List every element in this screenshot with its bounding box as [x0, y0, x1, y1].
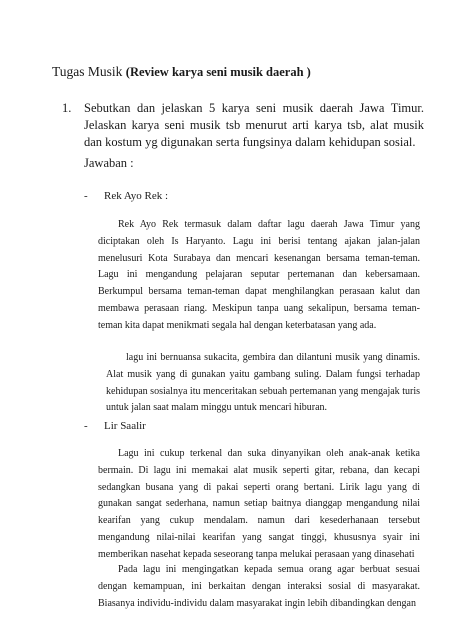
- paragraph-text: Rek Ayo Rek termasuk dalam daftar lagu daerah Jawa Timur yang diciptakan oleh Is Haryanto. Lagu ini berisi tentang ajakan jalan-jalan menelusuri Kota Surabaya dan mencari kesenangan bersama teman-teman. Lagu ini mengandung pelajaran seputar pertemanan dan kebersamaan. Berkumpul bersama teman-teman dapat menghilangkan perasaan kalut dan membawa perasaan riang. Meskipun tanpa uang sekalipun, bersama teman-teman kita dapat menikmati segala hal dengan keterbatasan yang ada.: [98, 219, 420, 331]
- document-title: [52, 64, 311, 80]
- item-heading: [84, 190, 168, 202]
- item-dash: -: [84, 420, 88, 432]
- paragraph-text: Pada lagu ini mengingatkan kepada semua orang agar berbuat sesuai dengan kemampuan, ini berkaitan dengan interaksi sosial di masyarakat. Biasanya individu-individu dalam masyarakat ingin lebih dibandingkan dengan: [98, 564, 420, 609]
- item-dash: -: [84, 190, 88, 202]
- answer-label: Jawaban :: [84, 156, 134, 170]
- paragraph: [98, 446, 420, 564]
- paragraph: [98, 217, 420, 335]
- paragraph-text: lagu ini bernuansa sukacita, gembira dan dilantuni musik yang dinamis. Alat musik yang di gunakan yaitu gambang suling. Dalam fungsi terhadap kehidupan sosialnya itu menceritakan sebuah pertemanan yang mengajak turis untuk jalan saat malam minggu untuk mencari hiburan.: [106, 352, 420, 414]
- question-number: 1.: [62, 101, 72, 115]
- item-title: Rek Ayo Rek :: [104, 190, 169, 202]
- paragraph: [98, 562, 420, 612]
- paragraph: [106, 350, 420, 417]
- question-1: [62, 100, 424, 151]
- paragraph-text: Lagu ini cukup terkenal dan suka dinyanyikan oleh anak-anak ketika bermain. Di lagu ini memakai alat musik seperti gitar, rebana, dan kecapi sedangkan busana yang di pakai seperti orang bertani. Lirik lagu yang di gunakan sangat sederhana, namun setiap baitnya dianggap mengandung nilai kearifan yang cukup mendalam. namun dari kesederhanaan tersebut mengandung nilai-nilai kearifan yang sangat tinggi, khususnya syair ini memberikan nasehat kepada seseorang tanpa melukai perasaan yang dinasehati: [98, 448, 420, 560]
- question-text: Sebutkan dan jelaskan 5 karya seni musik daerah Jawa Timur. Jelaskan karya seni musik tsb menurut arti karya tsb, alat musik dan kostum yg digunakan serta fungsinya dalam kehidupan sosial.: [84, 101, 424, 149]
- title-main: Tugas Musik: [52, 64, 123, 79]
- title-subtitle: (Review karya seni musik daerah ): [125, 65, 311, 79]
- item-title: Lir Saalir: [104, 420, 146, 432]
- item-heading: [84, 420, 146, 432]
